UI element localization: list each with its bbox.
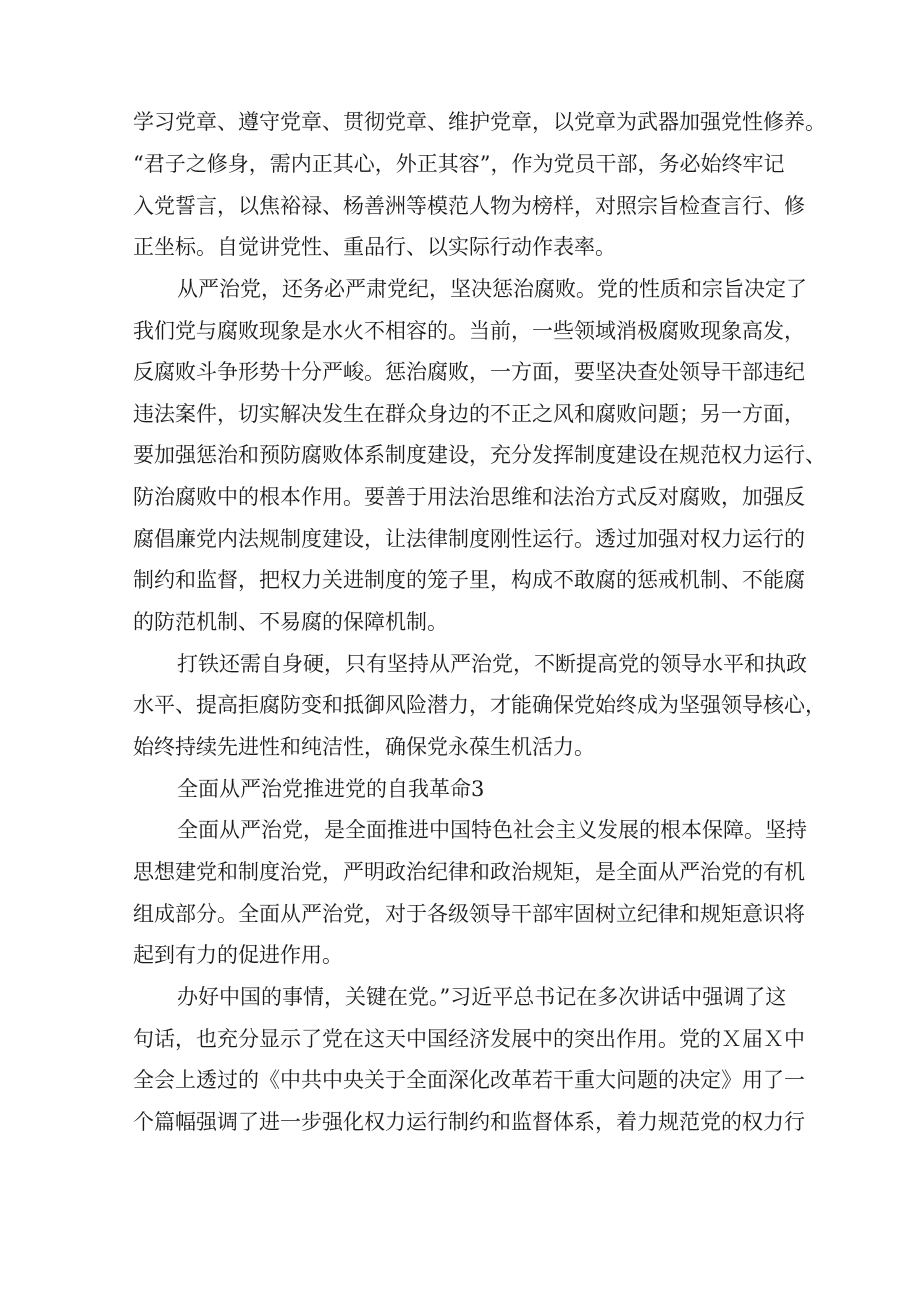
text-line: 从严治党，还务必严肃党纪，坚决惩治腐败。党的性质和宗旨决定了 [177, 277, 807, 301]
text-line: 防治腐败中的根本作用。要善于用法治思维和法治方式反对腐败，加强反 [133, 485, 805, 509]
text-line: 全会上透过的《中共中央关于全面深化改革若干重大问题的决定》用了一 [133, 1068, 805, 1092]
text-line: 始终持续先进性和纯洁性，确保党永葆生机活力。 [133, 735, 595, 759]
text-line: 违法案件，切实解决发生在群众身边的不正之风和腐败问题；另一方面， [133, 402, 805, 426]
text-line: 入党誓言，以焦裕禄、杨善洲等模范人物为榜样，对照宗旨检查言行、修 [133, 194, 805, 218]
text-line: 水平、提高拒腐防变和抵御风险潜力，才能确保党始终成为坚强领导核心， [133, 693, 826, 717]
text-line: 学习党章、遵守党章、贯彻党章、维护党章，以党章为武器加强党性修养。 [133, 110, 826, 134]
text-line: 要加强惩治和预防腐败体系制度建设，充分发挥制度建设在规范权力运行、 [133, 443, 826, 467]
section-heading: 全面从严治党推进党的自我革命3 [177, 777, 485, 801]
text-line: 思想建党和制度治党，严明政治纪律和政治规矩，是全面从严治党的有机 [133, 860, 805, 884]
text-line: 起到有力的促进作用。 [133, 943, 343, 967]
text-line: 办好中国的事情，关键在党。”习近平总书记在多次讲话中强调了这 [177, 985, 787, 1009]
text-line: 正坐标。自觉讲党性、重品行、以实际行动作表率。 [133, 235, 616, 259]
text-line: 全面从严治党，是全面推进中国特色社会主义发展的根本保障。坚持 [177, 818, 807, 842]
text-line: 制约和监督，把权力关进制度的笼子里，构成不敢腐的惩戒机制、不能腐 [133, 568, 805, 592]
text-line: 打铁还需自身硬，只有坚持从严治党，不断提高党的领导水平和执政 [177, 652, 807, 676]
text-line: 反腐败斗争形势十分严峻。惩治腐败，一方面，要坚决查处领导干部违纪 [133, 360, 805, 384]
text-line: 个篇幅强调了进一步强化权力运行制约和监督体系，着力规范党的权力行 [133, 1110, 805, 1134]
text-line: 组成部分。全面从严治党，对于各级领导干部牢固树立纪律和规矩意识将 [133, 902, 805, 926]
text-line: 句话，也充分显示了党在这天中国经济发展中的突出作用。党的Ｘ届Ｘ中 [133, 1027, 805, 1051]
text-line: 我们党与腐败现象是水火不相容的。当前，一些领域消极腐败现象高发， [133, 319, 805, 343]
text-line: “君子之修身，需内正其心，外正其容”，作为党员干部，务必始终牢记 [133, 152, 785, 176]
text-line: 腐倡廉党内法规制度建设，让法律制度刚性运行。透过加强对权力运行的 [133, 527, 805, 551]
text-line: 的防范机制、不易腐的保障机制。 [133, 610, 448, 634]
